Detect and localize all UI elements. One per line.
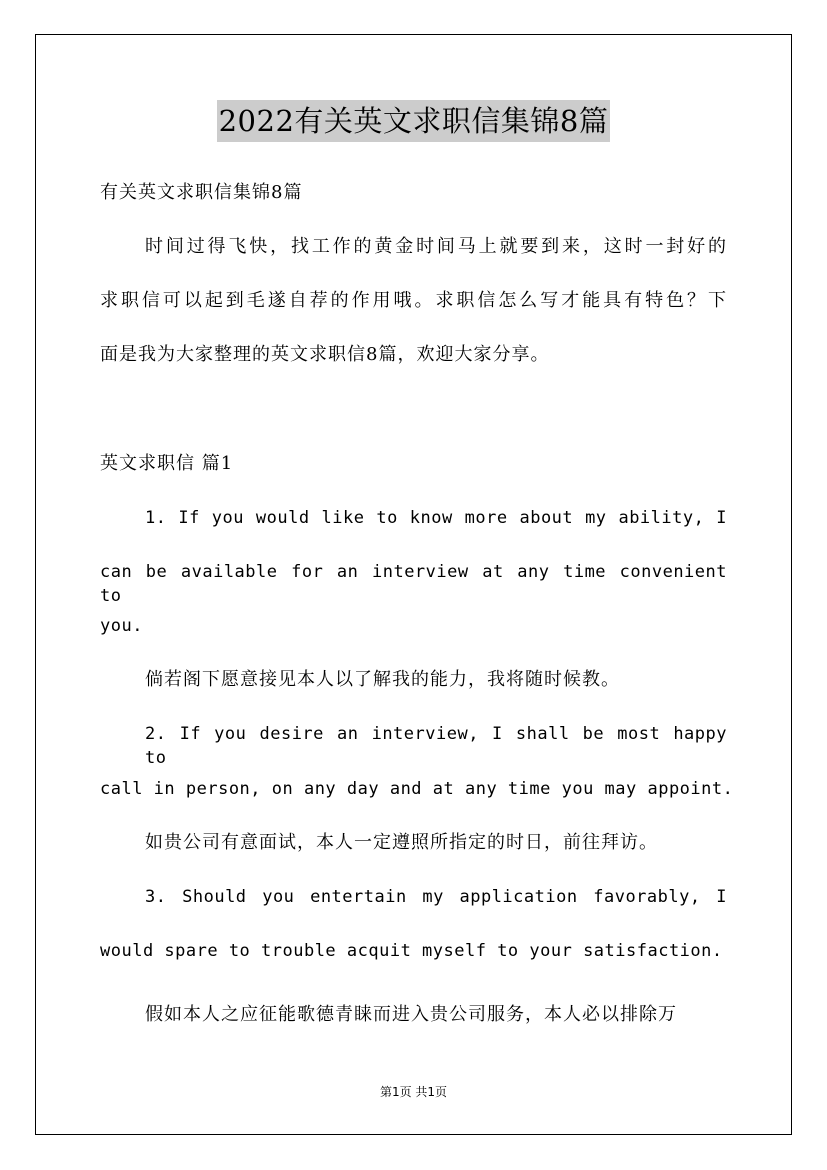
intro-line-1: 时间过得飞快，找工作的黄金时间马上就要到来，这时一封好的: [145, 236, 727, 257]
intro-line-2: 求职信可以起到毛遂自荐的作用哦。求职信怎么写才能具有特色？下: [100, 290, 727, 311]
item-2-en-line-2: call in person, on any day and at any time you may appoint.: [100, 779, 734, 799]
item-1-zh: 倘若阁下愿意接见本人以了解我的能力，我将随时候教。: [145, 669, 620, 690]
item-3-en-line-1: 3. Should you entertain my application favorably, I: [145, 887, 727, 907]
document-subtitle: 有关英文求职信集锦8篇: [100, 182, 303, 203]
item-2-zh: 如贵公司有意面试，本人一定遵照所指定的时日，前往拜访。: [145, 832, 658, 853]
item-3-zh: 假如本人之应征能歌德青睐而进入贵公司服务，本人必以排除万: [145, 1004, 677, 1025]
page-footer: 第1页 共1页: [379, 1085, 448, 1099]
section-heading: 英文求职信 篇1: [100, 453, 234, 474]
document-title: 2022有关英文求职信集锦8篇: [217, 100, 611, 142]
item-2-en-line-1: 2. If you desire an interview, I shall be most happy to: [145, 724, 727, 768]
item-1-en-line-1: 1. If you would like to know more about my ability, I: [145, 508, 727, 528]
item-1-en-line-3: you.: [100, 616, 143, 636]
intro-line-3: 面是我为大家整理的英文求职信8篇，欢迎大家分享。: [100, 344, 550, 365]
item-3-en-line-2: would spare to trouble acquit myself to your satisfaction.: [100, 941, 723, 961]
title-wrap: [0, 100, 827, 142]
item-1-en-line-2: can be available for an interview at any time convenient to: [100, 562, 727, 606]
